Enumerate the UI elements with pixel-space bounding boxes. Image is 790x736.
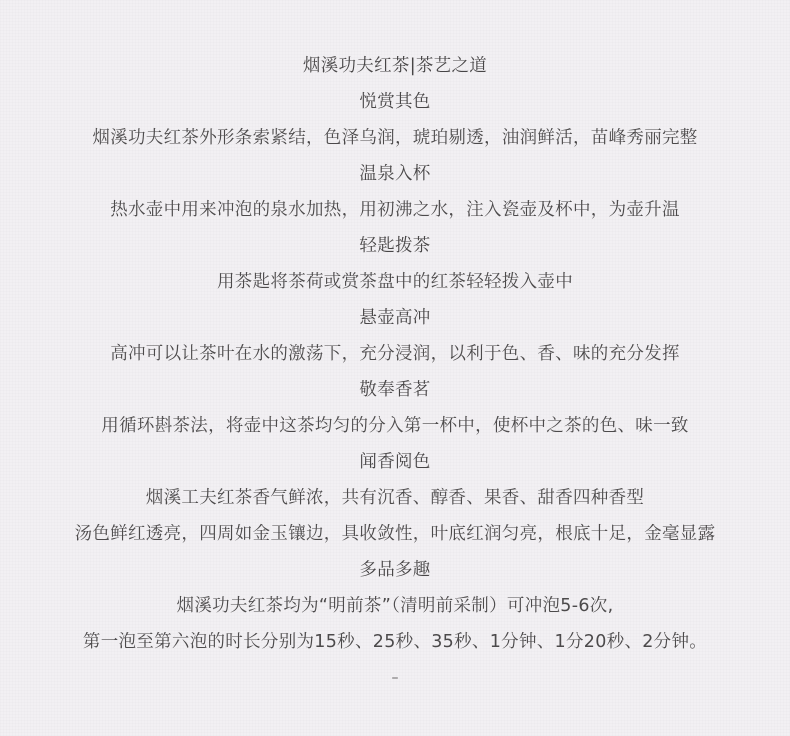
section-text-high-pour: 高冲可以让茶叶在水的激荡下，充分浸润，以利于色、香、味的充分发挥	[110, 344, 680, 364]
section-text-warm-cup: 热水壶中用来冲泡的泉水加热，用初沸之水，注入瓷壶及杯中，为壶升温	[110, 200, 680, 220]
article-content	[0, 48, 790, 696]
section-heading-serve: 敬奉香茗	[359, 380, 431, 400]
section-text-aroma-1: 烟溪工夫红茶香气鲜浓，共有沉香、醇香、果香、甜香四种香型	[145, 488, 645, 508]
article-title: 烟溪功夫红茶|茶艺之道	[302, 56, 488, 76]
section-text-enjoy-1: 烟溪功夫红茶均为“明前茶”（清明前采制）可冲泡5-6次,	[176, 596, 614, 616]
section-text-aroma-2: 汤色鲜红透亮，四周如金玉镶边，具收敛性，叶底红润匀亮，根底十足，金毫显露	[74, 524, 716, 544]
section-text-enjoy-2: 第一泡至第六泡的时长分别为15秒、25秒、35秒、1分钟、1分20秒、2分钟。	[82, 632, 708, 652]
section-heading-high-pour: 悬壶高冲	[359, 308, 431, 328]
section-text-add-tea: 用茶匙将茶荷或赏茶盘中的红茶轻轻拨入壶中	[217, 272, 573, 292]
section-heading-color: 悦赏其色	[359, 92, 431, 112]
section-text-serve: 用循环斟茶法，将壶中这茶均匀的分入第一杯中，使杯中之茶的色、味一致	[101, 416, 689, 436]
section-text-color: 烟溪功夫红茶外形条索紧结，色泽乌润，琥珀剔透，油润鲜活，苗峰秀丽完整	[92, 128, 698, 148]
section-heading-enjoy: 多品多趣	[359, 560, 431, 580]
section-heading-warm-cup: 温泉入杯	[359, 164, 431, 184]
section-heading-aroma: 闻香阅色	[359, 452, 431, 472]
end-mark: –	[391, 670, 399, 686]
section-heading-add-tea: 轻匙拨茶	[359, 236, 431, 256]
